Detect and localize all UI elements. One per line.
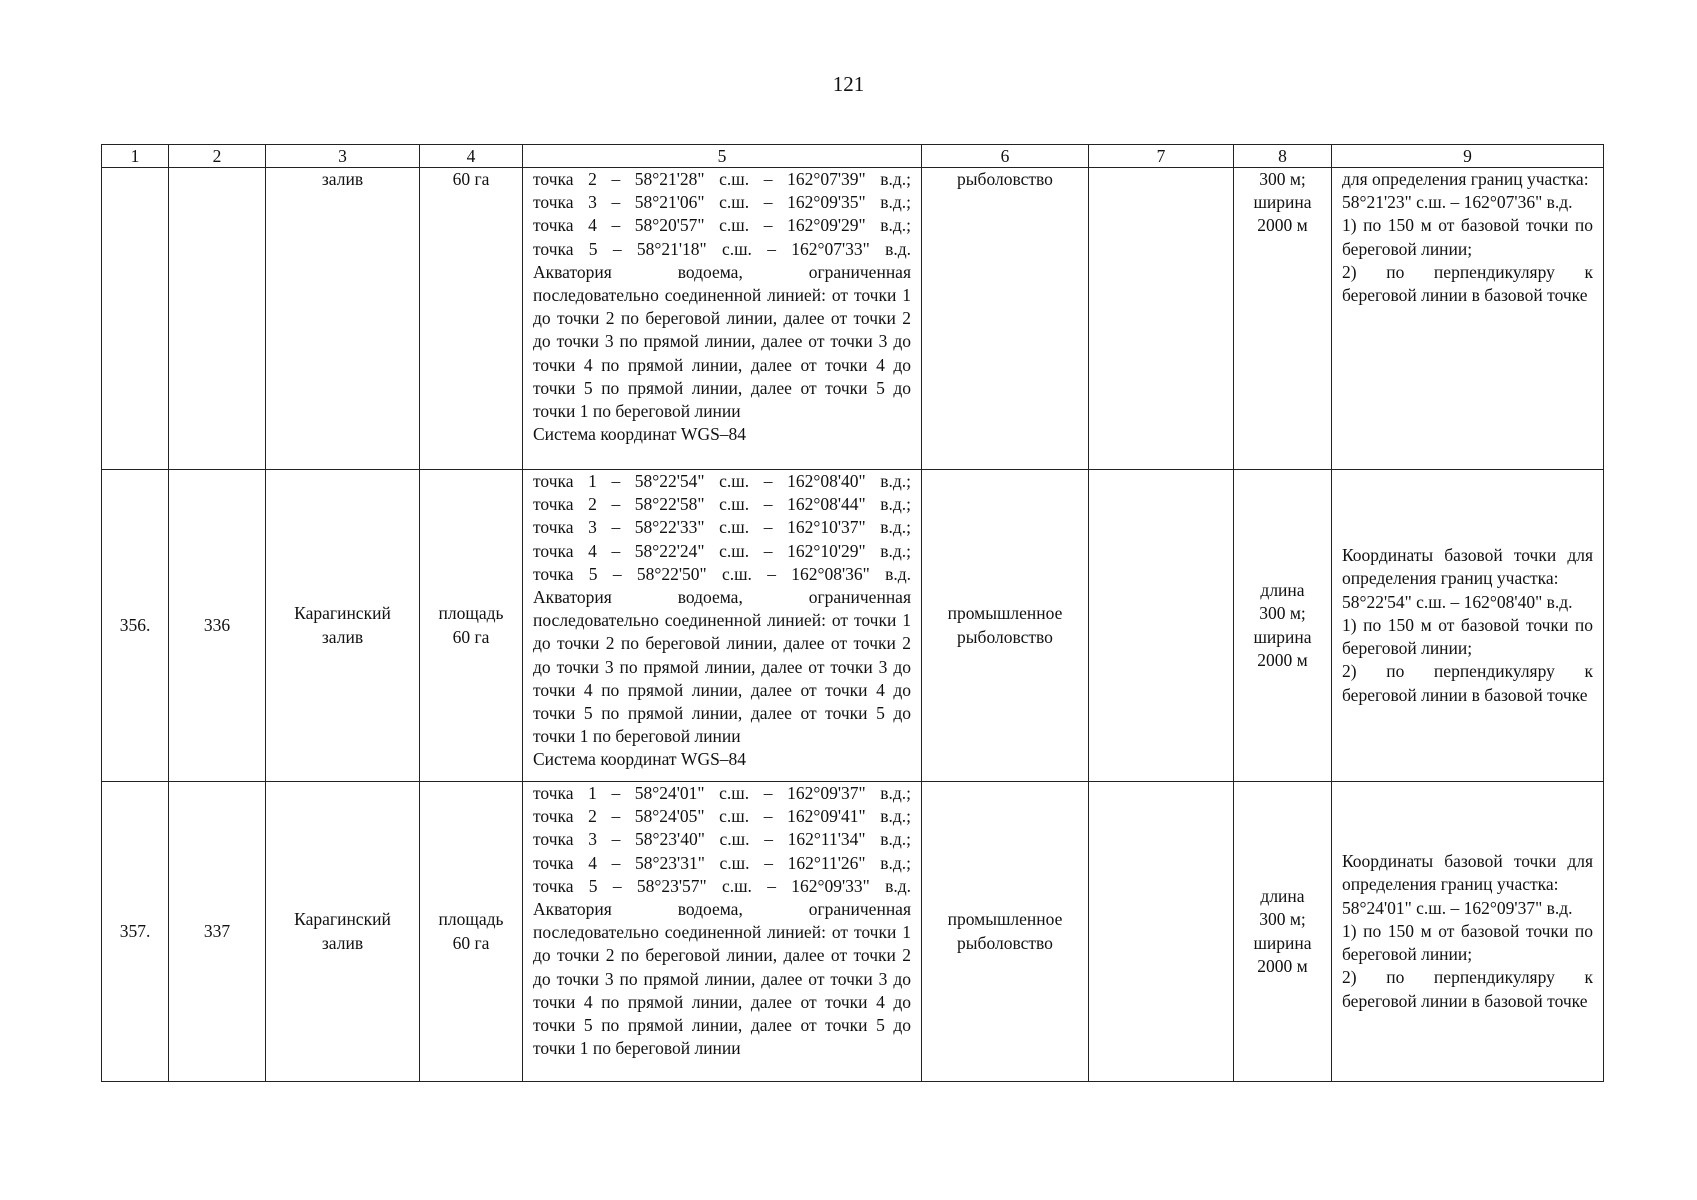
text-line: точка 3 – 58°21'06" с.ш. – 162°09'35" в.д.; xyxy=(533,192,911,213)
text-line: рыболовство xyxy=(957,169,1053,189)
text-line: точка 2 – 58°22'58" с.ш. – 162°08'44" в.д.; xyxy=(533,494,911,515)
column-number: 9 xyxy=(1332,145,1604,168)
text-line: 60 га xyxy=(452,932,490,953)
base-point-coords: 58°22'54" с.ш. – 162°08'40" в.д. xyxy=(1342,591,1573,612)
purpose-cell xyxy=(922,470,1089,782)
text-line: 60 га xyxy=(452,169,490,189)
coordinate-system: Система координат WGS–84 xyxy=(533,424,747,445)
area-size-cell xyxy=(420,782,523,1082)
text-line: 2000 м xyxy=(1257,955,1308,976)
text-line: ширина xyxy=(1253,932,1312,953)
text-line: 300 м; xyxy=(1259,169,1306,189)
text-line: точка 1 – 58°24'01" с.ш. – 162°09'37" в.д.; xyxy=(533,783,911,803)
dimensions-cell xyxy=(1234,470,1332,782)
base-point-coords: 58°21'23" с.ш. – 162°07'36" в.д. xyxy=(1342,192,1573,213)
table-row xyxy=(102,470,1604,782)
page-number: 121 xyxy=(832,72,865,96)
text-line: точка 5 – 58°23'57" с.ш. – 162°09'33" в.д. xyxy=(533,875,911,896)
column-number: 3 xyxy=(266,145,420,168)
text-line: точка 5 – 58°21'18" с.ш. – 162°07'33" в.д. xyxy=(533,238,911,259)
row-number-cell: 357. xyxy=(102,782,169,1082)
text-line: точка 4 – 58°23'31" с.ш. – 162°11'26" в.д.; xyxy=(533,852,911,873)
text-line: точка 5 – 58°22'50" с.ш. – 162°08'36" в.д. xyxy=(533,563,911,584)
text-line: площадь xyxy=(438,909,504,930)
base-point-cell xyxy=(1332,168,1604,470)
text-line: длина xyxy=(1260,580,1305,601)
boundary-description: Акватория водоема, ограниченная последовательно соединенной линией: от точки 1 до точки 2 по береговой линии, далее от точки 2 до точки 3 по прямой линии, далее от точки 3 до точки 4 по прямой линии, далее от точки 4 до точки 5 по прямой линии, далее от точки 5 до точки 1 по береговой линии xyxy=(533,587,911,747)
location-cell xyxy=(266,470,420,782)
text-line: точка 4 – 58°22'24" с.ш. – 162°10'29" в.д.; xyxy=(533,540,911,561)
column-number: 8 xyxy=(1234,145,1332,168)
boundary-points-cell xyxy=(523,168,922,470)
area-code-cell: 336 xyxy=(169,470,266,782)
text-line: 60 га xyxy=(452,626,490,647)
fishing-grounds-table xyxy=(101,144,1604,1082)
area-code-cell: 337 xyxy=(169,782,266,1082)
row-number-cell: 356. xyxy=(102,470,169,782)
text-line: 2000 м xyxy=(1257,215,1308,236)
boundary-description: Акватория водоема, ограниченная последовательно соединенной линией: от точки 1 до точки 2 по береговой линии, далее от точки 2 до точки 3 по прямой линии, далее от точки 3 до точки 4 по прямой линии, далее от точки 4 до точки 5 по прямой линии, далее от точки 5 до точки 1 по береговой линии xyxy=(533,899,911,1059)
text-line: Карагинский xyxy=(294,909,391,930)
table-row xyxy=(102,168,1604,470)
column-number-row xyxy=(102,145,1604,168)
column-number: 5 xyxy=(523,145,922,168)
dimensions-cell xyxy=(1234,168,1332,470)
purpose-cell xyxy=(922,782,1089,1082)
text-line: точка 3 – 58°23'40" с.ш. – 162°11'34" в.д.; xyxy=(533,829,911,850)
base-point-title: Координаты базовой точки для определения границ участка: xyxy=(1342,851,1593,895)
text-line: промышленное xyxy=(947,909,1063,930)
text-line: точка 4 – 58°20'57" с.ш. – 162°09'29" в.д.; xyxy=(533,215,911,236)
location-cell xyxy=(266,168,420,470)
coordinate-system: Система координат WGS–84 xyxy=(533,749,747,770)
purpose-cell xyxy=(922,168,1089,470)
column-number: 1 xyxy=(102,145,169,168)
dimensions-cell xyxy=(1234,782,1332,1082)
base-point-rule-2: 2) по перпендикуляру к береговой линии в базовой точке xyxy=(1342,261,1593,306)
text-line: рыболовство xyxy=(957,626,1053,647)
base-point-cell xyxy=(1332,470,1604,782)
row-number-cell xyxy=(102,168,169,470)
area-size-cell xyxy=(420,470,523,782)
column-number: 2 xyxy=(169,145,266,168)
area-size-cell xyxy=(420,168,523,470)
column-7-cell xyxy=(1089,470,1234,782)
base-point-rule-1: 1) по 150 м от базовой точки по береговой линии; xyxy=(1342,215,1593,259)
column-7-cell xyxy=(1089,782,1234,1082)
boundary-description: Акватория водоема, ограниченная последовательно соединенной линией: от точки 1 до точки 2 по береговой линии, далее от точки 2 до точки 3 по прямой линии, далее от точки 3 до точки 4 по прямой линии, далее от точки 4 до точки 5 по прямой линии, далее от точки 5 до точки 1 по береговой линии xyxy=(533,261,911,422)
text-line: залив xyxy=(321,169,364,189)
text-line: рыболовство xyxy=(957,932,1053,953)
text-line: точка 2 – 58°24'05" с.ш. – 162°09'41" в.д.; xyxy=(533,806,911,827)
text-line: точка 2 – 58°21'28" с.ш. – 162°07'39" в.д.; xyxy=(533,169,911,189)
text-line: Карагинский xyxy=(294,603,391,624)
base-point-rule-1: 1) по 150 м от базовой точки по береговой линии; xyxy=(1342,920,1593,965)
text-line: площадь xyxy=(438,603,504,624)
boundary-points-cell xyxy=(523,470,922,782)
base-point-coords: 58°24'01" с.ш. – 162°09'37" в.д. xyxy=(1342,897,1573,918)
text-line: точка 3 – 58°22'33" с.ш. – 162°10'37" в.д.; xyxy=(533,517,911,538)
text-line: 2000 м xyxy=(1257,649,1308,670)
location-cell xyxy=(266,782,420,1082)
base-point-title: для определения границ участка: xyxy=(1342,169,1589,189)
area-code-cell xyxy=(169,168,266,470)
text-line: промышленное xyxy=(947,603,1063,624)
base-point-rule-2: 2) по перпендикуляру к береговой линии в базовой точке xyxy=(1342,967,1593,1011)
text-line: 300 м; xyxy=(1259,603,1306,624)
base-point-rule-1: 1) по 150 м от базовой точки по береговой линии; xyxy=(1342,614,1593,659)
text-line: залив xyxy=(321,626,364,647)
boundary-points-cell xyxy=(523,782,922,1082)
column-number: 7 xyxy=(1089,145,1234,168)
column-number: 6 xyxy=(922,145,1089,168)
text-line: длина xyxy=(1260,886,1305,907)
base-point-rule-2: 2) по перпендикуляру к береговой линии в базовой точке xyxy=(1342,661,1593,705)
table-row xyxy=(102,782,1604,1082)
text-line: залив xyxy=(321,932,364,953)
column-7-cell xyxy=(1089,168,1234,470)
text-line: ширина xyxy=(1253,626,1312,647)
base-point-cell xyxy=(1332,782,1604,1082)
column-number: 4 xyxy=(420,145,523,168)
text-line: ширина xyxy=(1253,192,1312,213)
base-point-title: Координаты базовой точки для определения границ участка: xyxy=(1342,545,1593,589)
text-line: 300 м; xyxy=(1259,909,1306,930)
text-line: точка 1 – 58°22'54" с.ш. – 162°08'40" в.д.; xyxy=(533,471,911,491)
